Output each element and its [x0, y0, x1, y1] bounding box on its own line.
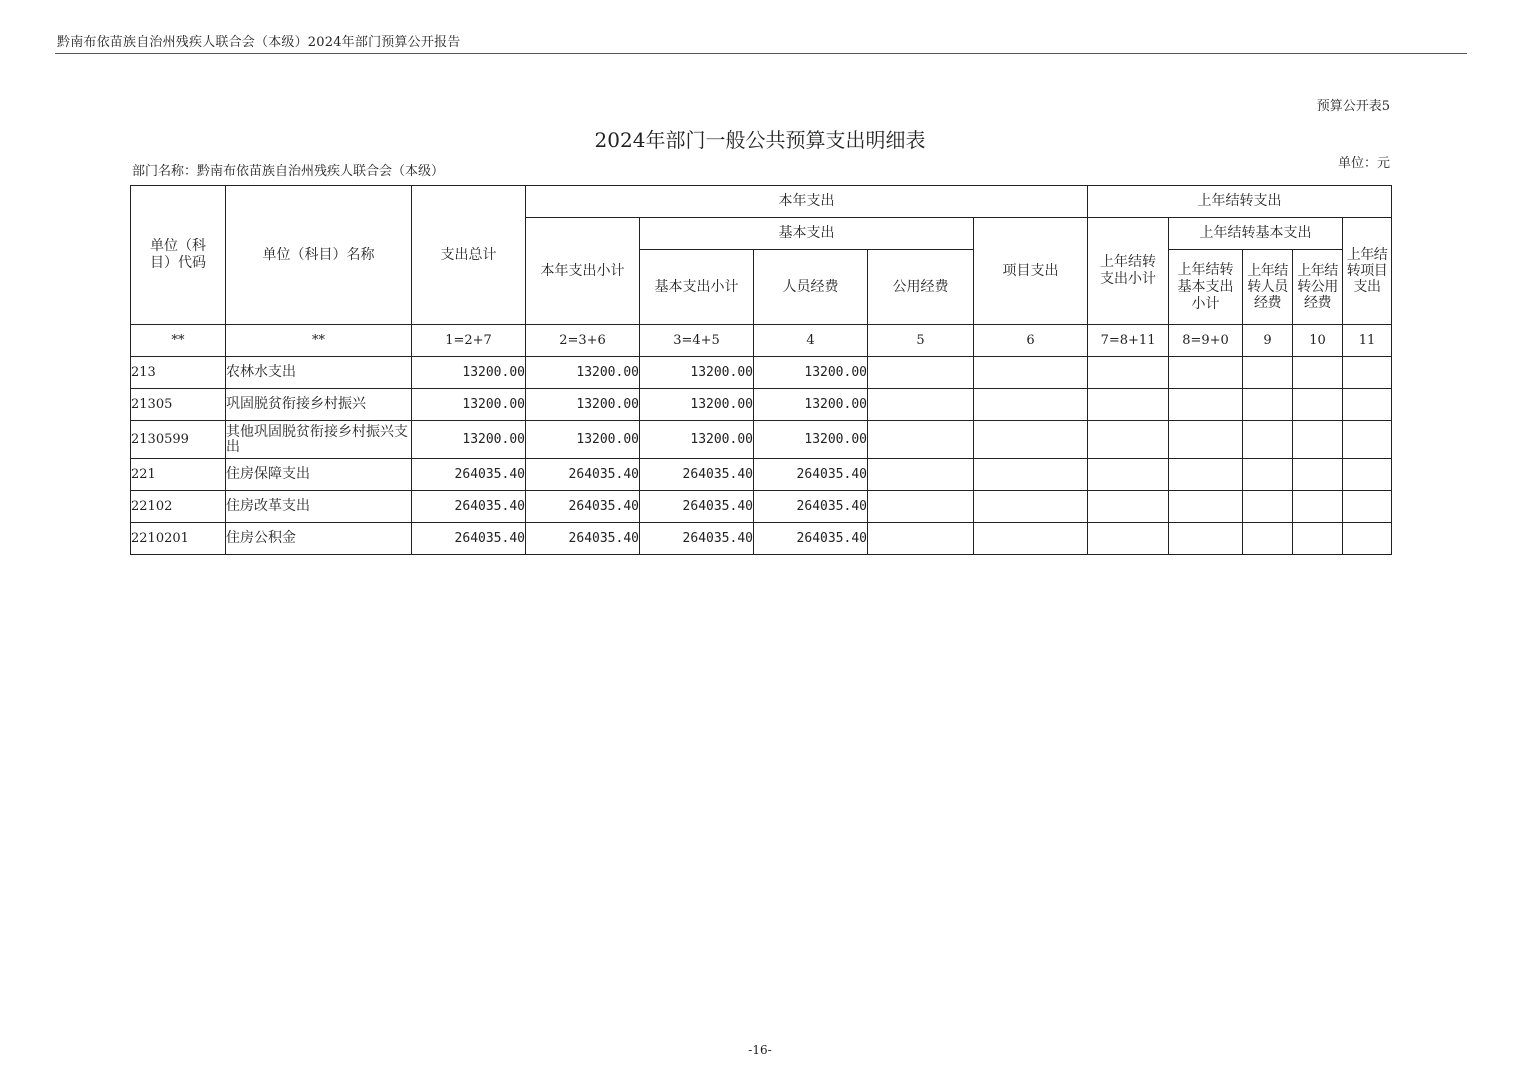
row-subtotal: 264035.40 — [526, 523, 640, 555]
row-prev-project — [1343, 523, 1392, 555]
row-basic: 13200.00 — [640, 421, 754, 459]
header-name: 单位（科目）名称 — [226, 186, 412, 325]
row-prev-personnel — [1243, 389, 1293, 421]
row-subtotal: 264035.40 — [526, 491, 640, 523]
index-cell: 9 — [1243, 325, 1293, 357]
row-prev-project — [1343, 491, 1392, 523]
header-project: 项目支出 — [974, 218, 1088, 325]
row-prev-personnel — [1243, 523, 1293, 555]
running-header: 黔南布依苗族自治州残疾人联合会（本级）2024年部门预算公开报告 — [57, 35, 461, 50]
header-prev-basic-subtotal: 上年结转基本支出小计 — [1169, 250, 1243, 325]
row-prev-basic — [1169, 491, 1243, 523]
header-basic-subtotal: 基本支出小计 — [640, 250, 754, 325]
header-code: 单位（科目）代码 — [131, 186, 226, 325]
header-prev-personnel: 上年结转人员经费 — [1243, 250, 1293, 325]
row-subtotal: 13200.00 — [526, 421, 640, 459]
page-number: -16- — [748, 1043, 772, 1057]
row-code: 221 — [131, 459, 226, 491]
row-prev-basic — [1169, 421, 1243, 459]
row-personnel: 264035.40 — [754, 523, 868, 555]
row-basic: 264035.40 — [640, 491, 754, 523]
header-current-subtotal: 本年支出小计 — [526, 218, 640, 325]
row-project — [974, 459, 1088, 491]
row-public — [868, 459, 974, 491]
index-cell: 7=8+11 — [1088, 325, 1169, 357]
header-total: 支出总计 — [412, 186, 526, 325]
row-basic: 264035.40 — [640, 523, 754, 555]
row-public — [868, 491, 974, 523]
table-row — [131, 389, 1392, 421]
table-row — [131, 523, 1392, 555]
row-prev-personnel — [1243, 491, 1293, 523]
row-name: 巩固脱贫衔接乡村振兴 — [226, 389, 412, 421]
row-prev-public — [1293, 421, 1343, 459]
row-personnel: 13200.00 — [754, 357, 868, 389]
form-number: 预算公开表5 — [1316, 99, 1390, 114]
index-cell: 4 — [754, 325, 868, 357]
row-total: 13200.00 — [412, 421, 526, 459]
row-prev-personnel — [1243, 357, 1293, 389]
row-project — [974, 421, 1088, 459]
row-public — [868, 421, 974, 459]
row-project — [974, 491, 1088, 523]
row-public — [868, 523, 974, 555]
row-prev-project — [1343, 421, 1392, 459]
header-current-year: 本年支出 — [526, 186, 1088, 218]
header-rule — [55, 53, 1467, 54]
row-project — [974, 523, 1088, 555]
row-prev-public — [1293, 523, 1343, 555]
row-prev-personnel — [1243, 459, 1293, 491]
row-prev-subtotal — [1088, 459, 1169, 491]
row-prev-public — [1293, 459, 1343, 491]
header-prev-public: 上年结转公用经费 — [1293, 250, 1343, 325]
row-prev-public — [1293, 491, 1343, 523]
index-cell: ** — [226, 325, 412, 357]
table-row — [131, 491, 1392, 523]
row-personnel: 264035.40 — [754, 491, 868, 523]
row-prev-project — [1343, 459, 1392, 491]
row-code: 21305 — [131, 389, 226, 421]
row-prev-project — [1343, 389, 1392, 421]
index-cell: 5 — [868, 325, 974, 357]
index-cell: 8=9+0 — [1169, 325, 1243, 357]
row-name: 其他巩固脱贫衔接乡村振兴支出 — [226, 421, 412, 459]
header-prev-project: 上年结转项目支出 — [1343, 218, 1392, 325]
unit-label: 单位：元 — [1337, 156, 1390, 171]
row-prev-basic — [1169, 389, 1243, 421]
row-prev-project — [1343, 357, 1392, 389]
row-basic: 13200.00 — [640, 389, 754, 421]
table-row — [131, 421, 1392, 459]
header-prev-year: 上年结转支出 — [1088, 186, 1392, 218]
row-prev-basic — [1169, 523, 1243, 555]
row-code: 2210201 — [131, 523, 226, 555]
index-cell: 10 — [1293, 325, 1343, 357]
index-cell: 1=2+7 — [412, 325, 526, 357]
header-basic: 基本支出 — [640, 218, 974, 250]
row-project — [974, 357, 1088, 389]
row-total: 264035.40 — [412, 459, 526, 491]
header-public: 公用经费 — [868, 250, 974, 325]
table-title: 2024年部门一般公共预算支出明细表 — [594, 128, 926, 152]
row-subtotal: 13200.00 — [526, 357, 640, 389]
row-code: 22102 — [131, 491, 226, 523]
budget-table — [130, 185, 1392, 555]
row-name: 住房公积金 — [226, 523, 412, 555]
row-basic: 264035.40 — [640, 459, 754, 491]
table-row — [131, 459, 1392, 491]
row-prev-subtotal — [1088, 357, 1169, 389]
index-cell: 2=3+6 — [526, 325, 640, 357]
row-total: 264035.40 — [412, 491, 526, 523]
row-basic: 13200.00 — [640, 357, 754, 389]
row-personnel: 13200.00 — [754, 389, 868, 421]
row-prev-basic — [1169, 357, 1243, 389]
index-cell: ** — [131, 325, 226, 357]
row-prev-subtotal — [1088, 389, 1169, 421]
row-code: 213 — [131, 357, 226, 389]
row-project — [974, 389, 1088, 421]
row-subtotal: 13200.00 — [526, 389, 640, 421]
row-name: 住房改革支出 — [226, 491, 412, 523]
row-public — [868, 389, 974, 421]
index-row — [131, 325, 1392, 357]
row-subtotal: 264035.40 — [526, 459, 640, 491]
index-cell: 6 — [974, 325, 1088, 357]
index-cell: 3=4+5 — [640, 325, 754, 357]
row-personnel: 264035.40 — [754, 459, 868, 491]
header-prev-subtotal: 上年结转支出小计 — [1088, 218, 1169, 325]
table-row — [131, 357, 1392, 389]
row-total: 264035.40 — [412, 523, 526, 555]
row-prev-subtotal — [1088, 523, 1169, 555]
row-name: 农林水支出 — [226, 357, 412, 389]
row-prev-public — [1293, 389, 1343, 421]
row-public — [868, 357, 974, 389]
row-prev-basic — [1169, 459, 1243, 491]
row-prev-public — [1293, 357, 1343, 389]
row-prev-subtotal — [1088, 491, 1169, 523]
row-code: 2130599 — [131, 421, 226, 459]
row-total: 13200.00 — [412, 389, 526, 421]
row-prev-subtotal — [1088, 421, 1169, 459]
row-personnel: 13200.00 — [754, 421, 868, 459]
header-personnel: 人员经费 — [754, 250, 868, 325]
index-cell: 11 — [1343, 325, 1392, 357]
department-name: 部门名称：黔南布依苗族自治州残疾人联合会（本级） — [132, 164, 445, 179]
row-name: 住房保障支出 — [226, 459, 412, 491]
header-prev-basic: 上年结转基本支出 — [1169, 218, 1343, 250]
row-total: 13200.00 — [412, 357, 526, 389]
row-prev-personnel — [1243, 421, 1293, 459]
